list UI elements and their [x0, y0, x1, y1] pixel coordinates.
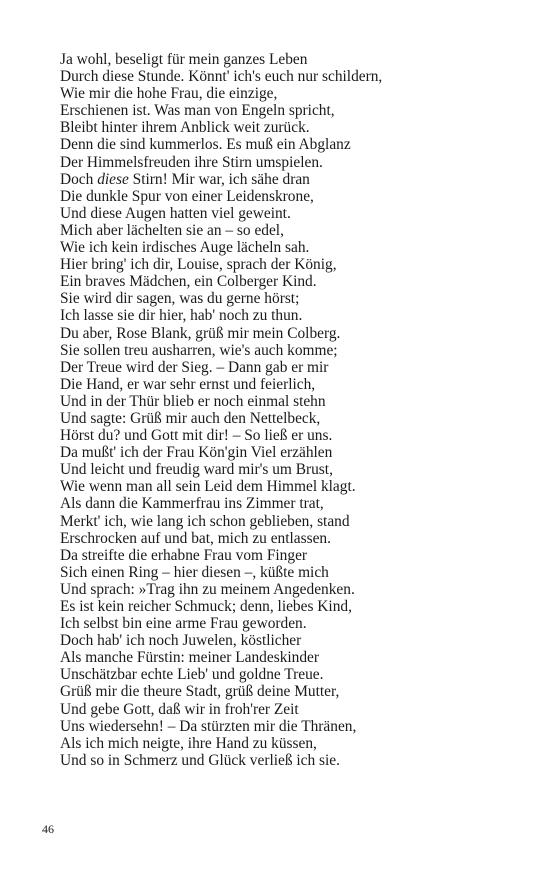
- poem-line: Du aber, Rose Blank, grüß mir mein Colberg.: [60, 324, 341, 342]
- poem-line: Hier bring' ich dir, Louise, sprach der König,: [60, 256, 337, 274]
- line-text-before: Doch: [60, 170, 98, 188]
- poem-line: Doch hab' ich noch Juwelen, köstlicher: [60, 632, 302, 650]
- line-text-after: Stirn! Mir war, ich sähe dran: [128, 170, 310, 188]
- poem-line: Und sprach: »Trag ihn zu meinem Angedenken.: [60, 580, 355, 598]
- poem-line: Wie ich kein irdisches Auge lächeln sah.: [60, 239, 310, 257]
- poem-line: Ja wohl, beseligt für mein ganzes Leben: [60, 51, 308, 68]
- poem-line: Da streifte die erhabne Frau vom Finger: [60, 546, 308, 564]
- poem-text: [60, 51, 530, 769]
- poem-line: Erschienen ist. Was man von Engeln spricht,: [60, 102, 335, 120]
- poem-line: Merkt' ich, wie lang ich schon geblieben, stand: [60, 512, 350, 530]
- poem-line: Mich aber lächelten sie an – so edel,: [60, 221, 284, 239]
- poem-line: Sie sollen treu ausharren, wie's auch komme;: [60, 341, 338, 359]
- poem-line: Wie wenn man all sein Leid dem Himmel klagt.: [60, 478, 356, 496]
- poem-line: Als dann die Kammerfrau ins Zimmer trat,: [60, 495, 324, 513]
- poem-line: Und gebe Gott, daß wir in froh'rer Zeit: [60, 700, 299, 718]
- poem-line: Wie mir die hohe Frau, die einzige,: [60, 85, 278, 103]
- poem-line: Grüß mir die theure Stadt, grüß deine Mutter,: [60, 683, 340, 701]
- poem-line: Und sagte: Grüß mir auch den Nettelbeck,: [60, 409, 321, 427]
- poem-line: Durch diese Stunde. Könnt' ich's euch nur schildern,: [60, 68, 383, 86]
- poem-line: Bleibt hinter ihrem Anblick weit zurück.: [60, 119, 310, 137]
- poem-line: Die dunkle Spur von einer Leidenskrone,: [60, 187, 314, 205]
- poem-line: Denn die sind kummerlos. Es muß ein Abglanz: [60, 136, 351, 154]
- poem-line: Und in der Thür blieb er noch einmal stehn: [60, 392, 326, 410]
- poem-line: Und leicht und freudig ward mir's um Brust,: [60, 461, 333, 479]
- poem-line: Der Himmelsfreuden ihre Stirn umspielen.: [60, 153, 323, 171]
- poem-line: Ein braves Mädchen, ein Colberger Kind.: [60, 273, 317, 291]
- emphasized-word: diese: [97, 170, 129, 188]
- poem-line: Als manche Fürstin: meiner Landeskinder: [60, 649, 320, 667]
- poem-line: Die Hand, er war sehr ernst und feierlich,: [60, 375, 316, 393]
- poem-line: Sie wird dir sagen, was du gerne hörst;: [60, 290, 300, 308]
- poem-line: Als ich mich neigte, ihre Hand zu küssen,: [60, 734, 317, 752]
- poem-line: Es ist kein reicher Schmuck; denn, liebes Kind,: [60, 598, 352, 615]
- poem-line: Ich selbst bin eine arme Frau geworden.: [60, 615, 307, 633]
- poem-line: Uns wiedersehn! – Da stürzten mir die Thränen,: [60, 717, 357, 735]
- poem-line: Und so in Schmerz und Glück verließ ich sie.: [60, 751, 340, 769]
- poem-line: Und diese Augen hatten viel geweint.: [60, 204, 291, 222]
- poem-line: Da mußt' ich der Frau Kön'gin Viel erzählen: [60, 444, 333, 462]
- poem-line: Erschrocken auf und bat, mich zu entlassen.: [60, 529, 331, 547]
- poem-line: Unschätzbar echte Lieb' und goldne Treue.: [60, 666, 324, 684]
- poem-line: Der Treue wird der Sieg. – Dann gab er mir: [60, 358, 329, 376]
- poem-line-emphasis: [60, 171, 530, 188]
- poem-line: Ich lasse sie dir hier, hab' noch zu thun.: [60, 307, 303, 325]
- poem-line: Hörst du? und Gott mit dir! – So ließ er uns.: [60, 427, 333, 445]
- poem-line: Sich einen Ring – hier diesen –, küßte mich: [60, 563, 329, 581]
- page-number: 46: [42, 822, 54, 836]
